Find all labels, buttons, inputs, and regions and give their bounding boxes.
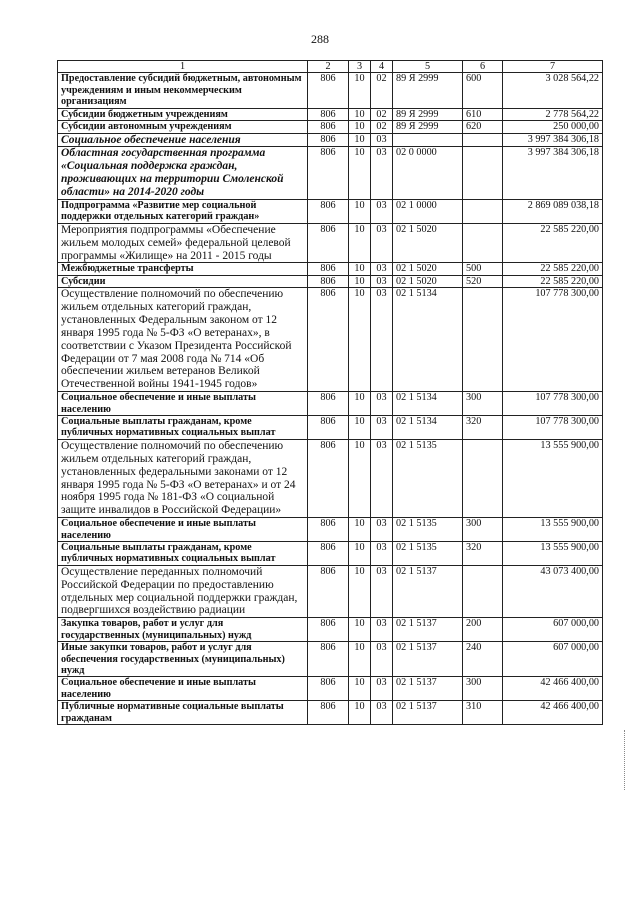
- row-admin-code-cell: 806: [308, 263, 349, 275]
- row-target-article-cell: 02 1 5135: [393, 439, 463, 517]
- row-target-article-cell: 89 Я 2999: [393, 73, 463, 108]
- row-name-cell: Областная государственная программа «Социальная поддержка граждан, проживающих на территории Смоленской области» на 2014-2020 годы: [58, 147, 308, 200]
- row-name-cell: Предоставление субсидий бюджетным, автономным учреждениям и иным некоммерческим организациям: [58, 73, 308, 108]
- table-row: [58, 542, 603, 566]
- row-section-cell: 10: [349, 542, 371, 566]
- row-target-article-cell: 02 1 5020: [393, 223, 463, 263]
- row-name-cell: Осуществление переданных полномочий Российской Федерации по предоставлению отдельных мер социальной поддержки граждан, подвергшихся воздействию радиации: [58, 565, 308, 618]
- row-expense-type-cell: 620: [463, 121, 503, 133]
- row-amount-cell: 3 997 384 306,18: [503, 147, 603, 200]
- row-target-article-cell: 89 Я 2999: [393, 108, 463, 120]
- row-subsection-cell: 03: [371, 618, 393, 642]
- row-expense-type-cell: 200: [463, 618, 503, 642]
- row-name-cell: Субсидии: [58, 275, 308, 287]
- row-target-article-cell: 02 1 5134: [393, 392, 463, 416]
- table-row: [58, 618, 603, 642]
- col-header-7: 7: [503, 61, 603, 73]
- row-target-article-cell: 02 1 5134: [393, 416, 463, 440]
- row-target-article-cell: 02 1 5137: [393, 565, 463, 618]
- table-row: [58, 223, 603, 263]
- row-name-cell: Социальное обеспечение и иные выплаты населению: [58, 518, 308, 542]
- row-amount-cell: 107 778 300,00: [503, 392, 603, 416]
- row-admin-code-cell: 806: [308, 275, 349, 287]
- row-section-cell: 10: [349, 439, 371, 517]
- row-admin-code-cell: 806: [308, 542, 349, 566]
- row-section-cell: 10: [349, 618, 371, 642]
- row-subsection-cell: 03: [371, 392, 393, 416]
- row-admin-code-cell: 806: [308, 439, 349, 517]
- row-section-cell: 10: [349, 701, 371, 725]
- row-name-cell: Социальные выплаты гражданам, кроме публичных нормативных социальных выплат: [58, 542, 308, 566]
- row-subsection-cell: 03: [371, 565, 393, 618]
- row-amount-cell: 607 000,00: [503, 618, 603, 642]
- row-section-cell: 10: [349, 133, 371, 147]
- row-name-cell: Субсидии бюджетным учреждениям: [58, 108, 308, 120]
- row-amount-cell: 2 869 089 038,18: [503, 199, 603, 223]
- row-target-article-cell: 89 Я 2999: [393, 121, 463, 133]
- row-expense-type-cell: 310: [463, 701, 503, 725]
- row-subsection-cell: 03: [371, 439, 393, 517]
- row-subsection-cell: 03: [371, 701, 393, 725]
- row-expense-type-cell: [463, 288, 503, 392]
- table-row: [58, 518, 603, 542]
- row-expense-type-cell: 500: [463, 263, 503, 275]
- header-row: [58, 61, 603, 73]
- row-target-article-cell: 02 1 0000: [393, 199, 463, 223]
- row-admin-code-cell: 806: [308, 618, 349, 642]
- row-target-article-cell: 02 0 0000: [393, 147, 463, 200]
- row-amount-cell: 22 585 220,00: [503, 263, 603, 275]
- table-row: [58, 416, 603, 440]
- row-amount-cell: 22 585 220,00: [503, 275, 603, 287]
- table-row: [58, 133, 603, 147]
- row-admin-code-cell: 806: [308, 416, 349, 440]
- row-expense-type-cell: 610: [463, 108, 503, 120]
- row-expense-type-cell: [463, 565, 503, 618]
- row-admin-code-cell: 806: [308, 223, 349, 263]
- row-name-cell: Субсидии автономным учреждениям: [58, 121, 308, 133]
- row-admin-code-cell: 806: [308, 121, 349, 133]
- row-section-cell: 10: [349, 392, 371, 416]
- row-amount-cell: 607 000,00: [503, 642, 603, 677]
- row-expense-type-cell: [463, 147, 503, 200]
- row-section-cell: 10: [349, 288, 371, 392]
- row-name-cell: Осуществление полномочий по обеспечению жильем отдельных категорий граждан, установленных федеральными законами от 12 января 1995 года № 5-ФЗ «О ветеранах» и от 24 ноября 1995 года № 181-ФЗ «О социальной защите инвалидов в Российской Федерации»: [58, 439, 308, 517]
- row-amount-cell: 2 778 564,22: [503, 108, 603, 120]
- row-admin-code-cell: 806: [308, 392, 349, 416]
- row-expense-type-cell: [463, 223, 503, 263]
- row-amount-cell: 22 585 220,00: [503, 223, 603, 263]
- table-row: [58, 147, 603, 200]
- row-name-cell: Социальное обеспечение и иные выплаты населению: [58, 392, 308, 416]
- table-row: [58, 263, 603, 275]
- row-name-cell: Межбюджетные трансферты: [58, 263, 308, 275]
- row-admin-code-cell: 806: [308, 677, 349, 701]
- row-admin-code-cell: 806: [308, 133, 349, 147]
- row-expense-type-cell: [463, 133, 503, 147]
- table-row: [58, 73, 603, 108]
- row-section-cell: 10: [349, 677, 371, 701]
- col-header-3: 3: [349, 61, 371, 73]
- row-section-cell: 10: [349, 263, 371, 275]
- row-name-cell: Иные закупки товаров, работ и услуг для обеспечения государственных (муниципальных) нужд: [58, 642, 308, 677]
- col-header-6: 6: [463, 61, 503, 73]
- row-section-cell: 10: [349, 147, 371, 200]
- row-target-article-cell: 02 1 5137: [393, 618, 463, 642]
- row-subsection-cell: 03: [371, 223, 393, 263]
- col-header-4: 4: [371, 61, 393, 73]
- row-subsection-cell: 03: [371, 147, 393, 200]
- row-target-article-cell: 02 1 5135: [393, 542, 463, 566]
- row-expense-type-cell: 300: [463, 392, 503, 416]
- row-admin-code-cell: 806: [308, 565, 349, 618]
- row-subsection-cell: 02: [371, 73, 393, 108]
- row-amount-cell: 107 778 300,00: [503, 416, 603, 440]
- row-section-cell: 10: [349, 565, 371, 618]
- table-row: [58, 392, 603, 416]
- table-row: [58, 288, 603, 392]
- row-subsection-cell: 03: [371, 275, 393, 287]
- row-expense-type-cell: [463, 439, 503, 517]
- row-section-cell: 10: [349, 108, 371, 120]
- row-amount-cell: 107 778 300,00: [503, 288, 603, 392]
- row-admin-code-cell: 806: [308, 701, 349, 725]
- row-expense-type-cell: [463, 199, 503, 223]
- row-target-article-cell: [393, 133, 463, 147]
- row-target-article-cell: 02 1 5137: [393, 701, 463, 725]
- row-name-cell: Социальное обеспечение населения: [58, 133, 308, 147]
- row-subsection-cell: 03: [371, 416, 393, 440]
- row-target-article-cell: 02 1 5134: [393, 288, 463, 392]
- row-name-cell: Социальное обеспечение и иные выплаты населению: [58, 677, 308, 701]
- row-expense-type-cell: 600: [463, 73, 503, 108]
- row-amount-cell: 3 997 384 306,18: [503, 133, 603, 147]
- row-section-cell: 10: [349, 121, 371, 133]
- row-section-cell: 10: [349, 223, 371, 263]
- row-amount-cell: 43 073 400,00: [503, 565, 603, 618]
- row-target-article-cell: 02 1 5135: [393, 518, 463, 542]
- row-target-article-cell: 02 1 5137: [393, 642, 463, 677]
- table-row: [58, 565, 603, 618]
- row-section-cell: 10: [349, 199, 371, 223]
- row-name-cell: Публичные нормативные социальные выплаты гражданам: [58, 701, 308, 725]
- row-admin-code-cell: 806: [308, 199, 349, 223]
- row-amount-cell: 250 000,00: [503, 121, 603, 133]
- scan-margin-mark: [624, 730, 627, 790]
- row-admin-code-cell: 806: [308, 108, 349, 120]
- row-name-cell: Осуществление полномочий по обеспечению жильем отдельных категорий граждан, установленных Федеральным законом от 12 января 1995 года № 5-ФЗ «О ветеранах», в соответствии с Указом Президента Российской Федерации от 7 мая 2008 года № 714 «Об обеспечении жильем ветеранов Великой Отечественной войны 1941-1945 годов»: [58, 288, 308, 392]
- row-admin-code-cell: 806: [308, 642, 349, 677]
- col-header-2: 2: [308, 61, 349, 73]
- table-row: [58, 439, 603, 517]
- row-admin-code-cell: 806: [308, 147, 349, 200]
- row-target-article-cell: 02 1 5137: [393, 677, 463, 701]
- budget-table: [57, 60, 603, 725]
- row-subsection-cell: 03: [371, 199, 393, 223]
- row-subsection-cell: 03: [371, 542, 393, 566]
- row-target-article-cell: 02 1 5020: [393, 263, 463, 275]
- row-subsection-cell: 02: [371, 121, 393, 133]
- row-name-cell: Мероприятия подпрограммы «Обеспечение жильем молодых семей» федеральной целевой программы «Жилище» на 2011 - 2015 годы: [58, 223, 308, 263]
- row-subsection-cell: 02: [371, 108, 393, 120]
- row-expense-type-cell: 300: [463, 677, 503, 701]
- row-target-article-cell: 02 1 5020: [393, 275, 463, 287]
- table-row: [58, 701, 603, 725]
- row-section-cell: 10: [349, 642, 371, 677]
- row-name-cell: Закупка товаров, работ и услуг для государственных (муниципальных) нужд: [58, 618, 308, 642]
- row-section-cell: 10: [349, 275, 371, 287]
- table-row: [58, 108, 603, 120]
- row-section-cell: 10: [349, 416, 371, 440]
- row-amount-cell: 42 466 400,00: [503, 677, 603, 701]
- col-header-1: 1: [58, 61, 308, 73]
- row-expense-type-cell: 240: [463, 642, 503, 677]
- row-name-cell: Подпрограмма «Развитие мер социальной поддержки отдельных категорий граждан»: [58, 199, 308, 223]
- table-row: [58, 199, 603, 223]
- row-expense-type-cell: 520: [463, 275, 503, 287]
- row-section-cell: 10: [349, 518, 371, 542]
- table-row: [58, 275, 603, 287]
- row-section-cell: 10: [349, 73, 371, 108]
- row-subsection-cell: 03: [371, 642, 393, 677]
- table-row: [58, 121, 603, 133]
- row-amount-cell: 42 466 400,00: [503, 701, 603, 725]
- row-name-cell: Социальные выплаты гражданам, кроме публичных нормативных социальных выплат: [58, 416, 308, 440]
- row-expense-type-cell: 300: [463, 518, 503, 542]
- row-subsection-cell: 03: [371, 288, 393, 392]
- table-row: [58, 677, 603, 701]
- row-expense-type-cell: 320: [463, 416, 503, 440]
- row-subsection-cell: 03: [371, 677, 393, 701]
- page-number: 288: [311, 32, 329, 46]
- row-amount-cell: 13 555 900,00: [503, 439, 603, 517]
- row-subsection-cell: 03: [371, 133, 393, 147]
- table-row: [58, 642, 603, 677]
- row-expense-type-cell: 320: [463, 542, 503, 566]
- row-amount-cell: 13 555 900,00: [503, 518, 603, 542]
- row-admin-code-cell: 806: [308, 288, 349, 392]
- row-amount-cell: 13 555 900,00: [503, 542, 603, 566]
- row-admin-code-cell: 806: [308, 73, 349, 108]
- row-subsection-cell: 03: [371, 518, 393, 542]
- row-admin-code-cell: 806: [308, 518, 349, 542]
- row-subsection-cell: 03: [371, 263, 393, 275]
- row-amount-cell: 3 028 564,22: [503, 73, 603, 108]
- col-header-5: 5: [393, 61, 463, 73]
